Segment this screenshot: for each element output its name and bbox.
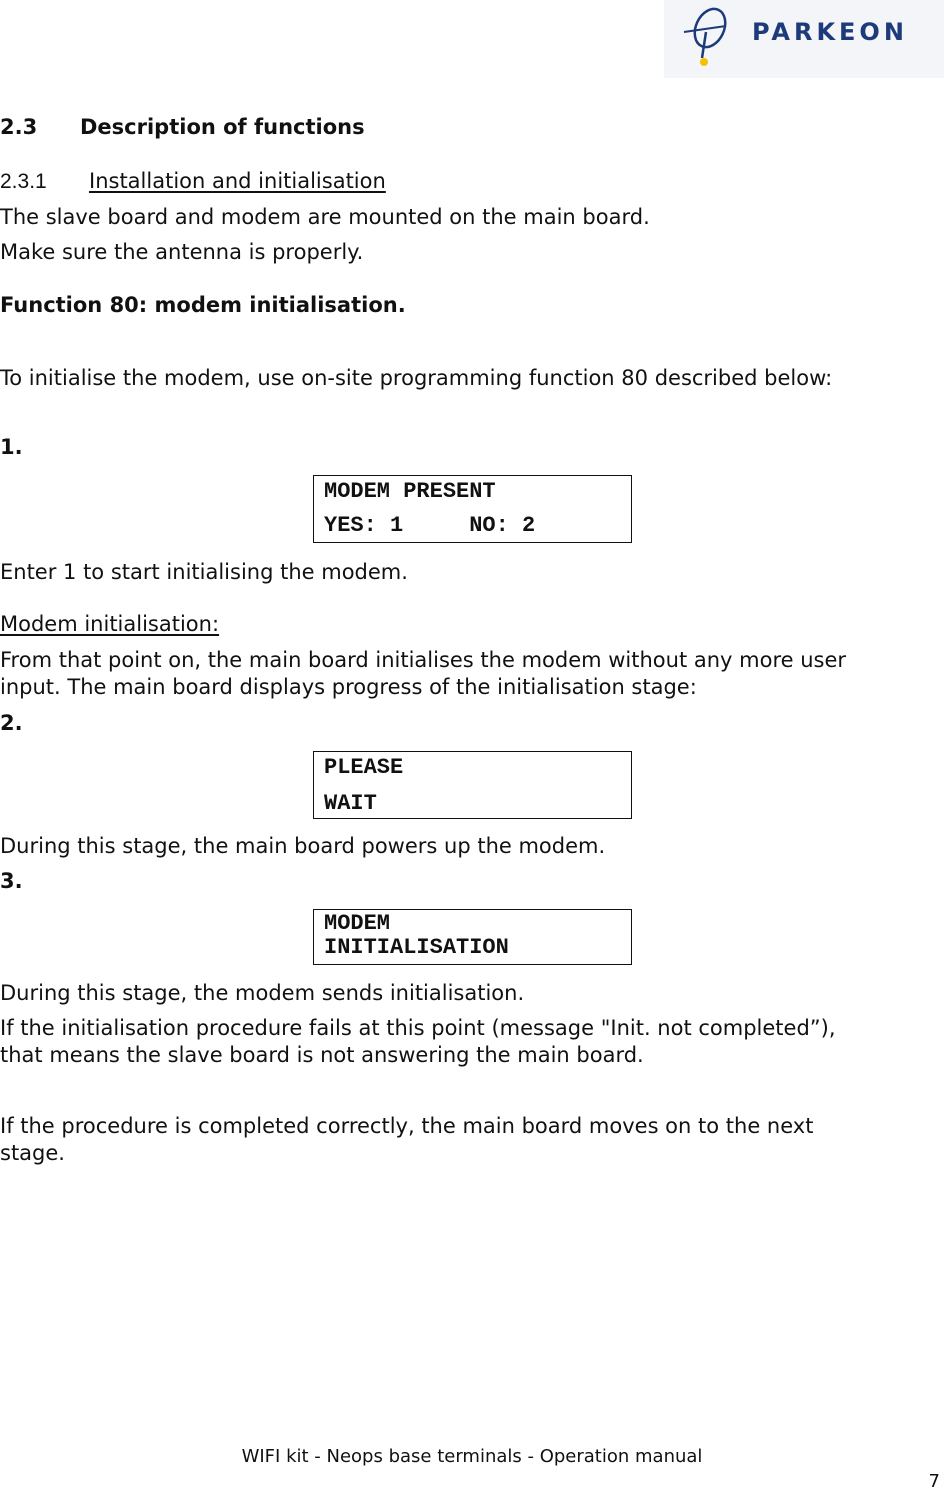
paragraph: During this stage, the main board powers up the modem. — [0, 834, 606, 858]
lcd-line: MODEM PRESENT — [324, 479, 496, 504]
paragraph: stage. — [0, 1141, 65, 1165]
modem-init-heading: Modem initialisation: — [0, 612, 220, 636]
paragraph: input. The main board displays progress of the initialisation stage: — [0, 675, 697, 699]
paragraph: From that point on, the main board initialises the modem without any more user — [0, 648, 847, 672]
lcd-line: INITIALISATION — [324, 935, 509, 960]
section-number: 2.3 — [0, 115, 38, 139]
section-title: Description of functions — [80, 115, 365, 139]
step-number: 3. — [0, 869, 23, 893]
logo-text: PARKEON — [752, 18, 908, 46]
lcd-line: YES: 1 NO: 2 — [324, 513, 536, 538]
subsection-number: 2.3.1 — [0, 170, 47, 193]
paragraph: Enter 1 to start initialising the modem. — [0, 560, 408, 584]
lcd-display — [313, 909, 632, 965]
paragraph: If the initialisation procedure fails at this point (message "Init. not completed”), — [0, 1016, 836, 1040]
lcd-display — [313, 475, 632, 543]
parkeon-logo-icon — [676, 2, 746, 72]
footer-title: WIFI kit - Neops base terminals - Operation manual — [241, 1446, 703, 1467]
function-heading: Function 80: modem initialisation. — [0, 293, 406, 317]
lcd-display — [313, 751, 632, 819]
paragraph: The slave board and modem are mounted on the main board. — [0, 205, 650, 229]
step-number: 1. — [0, 435, 23, 459]
lcd-line: MODEM — [324, 911, 391, 936]
lcd-line: WAIT — [324, 791, 377, 816]
lcd-line: PLEASE — [324, 755, 404, 780]
subsection-title: Installation and initialisation — [89, 169, 386, 193]
step-number: 2. — [0, 711, 23, 735]
paragraph: Make sure the antenna is properly. — [0, 240, 364, 264]
paragraph: To initialise the modem, use on-site programming function 80 described below: — [0, 366, 833, 390]
paragraph: During this stage, the modem sends initialisation. — [0, 981, 525, 1005]
paragraph: If the procedure is completed correctly, the main board moves on to the next — [0, 1114, 814, 1138]
page-number: 7 — [928, 1471, 940, 1492]
paragraph: that means the slave board is not answering the main board. — [0, 1043, 644, 1067]
